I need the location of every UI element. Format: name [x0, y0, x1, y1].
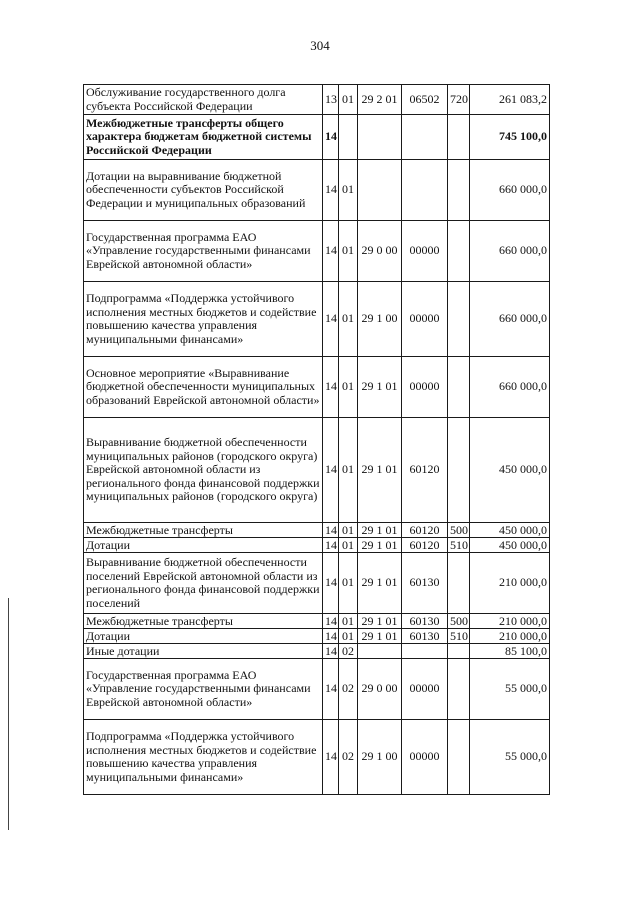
row-direction-code: 00000	[402, 659, 448, 720]
row-target-article: 29 1 00	[358, 282, 402, 357]
row-amount: 261 083,2	[470, 85, 550, 115]
row-subsection: 01	[339, 538, 358, 553]
scan-edge-mark	[8, 598, 9, 830]
row-name: Дотации	[84, 538, 323, 553]
row-target-article: 29 1 01	[358, 553, 402, 614]
row-amount: 745 100,0	[470, 115, 550, 160]
row-section: 14	[323, 538, 339, 553]
row-expense-type: 510	[448, 629, 470, 644]
table-row	[84, 523, 550, 538]
row-name: Дотации	[84, 629, 323, 644]
row-expense-type	[448, 115, 470, 160]
row-direction-code: 00000	[402, 221, 448, 282]
row-amount: 210 000,0	[470, 629, 550, 644]
row-direction-code: 06502	[402, 85, 448, 115]
row-name: Иные дотации	[84, 644, 323, 659]
row-subsection: 01	[339, 282, 358, 357]
table-row	[84, 538, 550, 553]
row-direction-code: 60120	[402, 418, 448, 523]
table-row	[84, 720, 550, 795]
budget-table	[83, 84, 550, 795]
row-amount: 55 000,0	[470, 720, 550, 795]
row-subsection: 02	[339, 644, 358, 659]
row-direction-code	[402, 115, 448, 160]
row-section: 14	[323, 614, 339, 629]
row-name: Подпрограмма «Поддержка устойчивого исполнения местных бюджетов и содействие повышению качества управления муниципальными финансами»	[84, 282, 323, 357]
row-subsection: 01	[339, 553, 358, 614]
row-name: Дотации на выравнивание бюджетной обеспеченности субъектов Российской Федерации и муниципальных образований	[84, 160, 323, 221]
row-amount: 450 000,0	[470, 538, 550, 553]
row-expense-type	[448, 221, 470, 282]
row-amount: 55 000,0	[470, 659, 550, 720]
row-expense-type: 500	[448, 614, 470, 629]
row-section: 14	[323, 418, 339, 523]
row-subsection: 01	[339, 160, 358, 221]
row-expense-type: 510	[448, 538, 470, 553]
row-amount: 660 000,0	[470, 282, 550, 357]
row-name: Основное мероприятие «Выравнивание бюджетной обеспеченности муниципальных образований Еврейской автономной области»	[84, 357, 323, 418]
row-direction-code: 60130	[402, 629, 448, 644]
row-subsection: 02	[339, 659, 358, 720]
row-section: 14	[323, 115, 339, 160]
row-expense-type	[448, 720, 470, 795]
row-direction-code	[402, 160, 448, 221]
row-amount: 660 000,0	[470, 221, 550, 282]
row-section: 14	[323, 221, 339, 282]
row-expense-type	[448, 357, 470, 418]
row-name: Выравнивание бюджетной обеспеченности муниципальных районов (городского округа) Еврейской автономной области из регионального фонда финансовой поддержки муниципальных районов (городского округа)	[84, 418, 323, 523]
row-direction-code: 00000	[402, 357, 448, 418]
row-direction-code: 60130	[402, 553, 448, 614]
row-name: Выравнивание бюджетной обеспеченности поселений Еврейской автономной области из регионального фонда финансовой поддержки поселений	[84, 553, 323, 614]
row-amount: 210 000,0	[470, 614, 550, 629]
row-name: Государственная программа ЕАО «Управление государственными финансами Еврейской автономной области»	[84, 221, 323, 282]
row-direction-code	[402, 644, 448, 659]
row-target-article: 29 1 00	[358, 720, 402, 795]
table-row	[84, 614, 550, 629]
table-row	[84, 629, 550, 644]
row-expense-type	[448, 553, 470, 614]
row-expense-type: 720	[448, 85, 470, 115]
row-target-article	[358, 644, 402, 659]
row-section: 14	[323, 357, 339, 418]
row-amount: 210 000,0	[470, 553, 550, 614]
row-section: 14	[323, 282, 339, 357]
row-direction-code: 60130	[402, 614, 448, 629]
row-subsection: 01	[339, 357, 358, 418]
table-row	[84, 282, 550, 357]
table-row	[84, 418, 550, 523]
row-name: Обслуживание государственного долга субъекта Российской Федерации	[84, 85, 323, 115]
row-section: 14	[323, 659, 339, 720]
row-target-article: 29 1 01	[358, 538, 402, 553]
row-expense-type	[448, 644, 470, 659]
row-section: 14	[323, 523, 339, 538]
table-row	[84, 115, 550, 160]
row-section: 14	[323, 160, 339, 221]
row-target-article: 29 0 00	[358, 221, 402, 282]
row-target-article: 29 1 01	[358, 418, 402, 523]
row-subsection: 01	[339, 614, 358, 629]
row-subsection: 01	[339, 523, 358, 538]
row-amount: 450 000,0	[470, 523, 550, 538]
row-subsection: 02	[339, 720, 358, 795]
row-amount: 660 000,0	[470, 357, 550, 418]
row-amount: 450 000,0	[470, 418, 550, 523]
row-section: 13	[323, 85, 339, 115]
row-section: 14	[323, 644, 339, 659]
row-subsection: 01	[339, 629, 358, 644]
row-target-article: 29 1 01	[358, 614, 402, 629]
row-direction-code: 60120	[402, 538, 448, 553]
row-section: 14	[323, 720, 339, 795]
table-row	[84, 644, 550, 659]
row-name: Межбюджетные трансферты общего характера бюджетам бюджетной системы Российской Федерации	[84, 115, 323, 160]
table-row	[84, 85, 550, 115]
row-subsection: 01	[339, 221, 358, 282]
row-name: Межбюджетные трансферты	[84, 523, 323, 538]
row-target-article	[358, 115, 402, 160]
row-expense-type	[448, 282, 470, 357]
row-subsection: 01	[339, 85, 358, 115]
row-section: 14	[323, 553, 339, 614]
table-row	[84, 160, 550, 221]
row-expense-type: 500	[448, 523, 470, 538]
row-target-article: 29 2 01	[358, 85, 402, 115]
table-row	[84, 553, 550, 614]
row-name: Государственная программа ЕАО «Управление государственными финансами Еврейской автономной области»	[84, 659, 323, 720]
row-target-article: 29 0 00	[358, 659, 402, 720]
row-direction-code: 00000	[402, 720, 448, 795]
row-subsection: 01	[339, 418, 358, 523]
row-section: 14	[323, 629, 339, 644]
table-row	[84, 659, 550, 720]
page-number: 304	[310, 38, 330, 53]
row-name: Межбюджетные трансферты	[84, 614, 323, 629]
row-subsection	[339, 115, 358, 160]
row-name: Подпрограмма «Поддержка устойчивого исполнения местных бюджетов и содействие повышению качества управления муниципальными финансами»	[84, 720, 323, 795]
row-expense-type	[448, 160, 470, 221]
row-direction-code: 60120	[402, 523, 448, 538]
row-target-article: 29 1 01	[358, 629, 402, 644]
row-expense-type	[448, 418, 470, 523]
row-target-article: 29 1 01	[358, 523, 402, 538]
row-expense-type	[448, 659, 470, 720]
table-row	[84, 357, 550, 418]
table-row	[84, 221, 550, 282]
row-amount: 660 000,0	[470, 160, 550, 221]
row-target-article: 29 1 01	[358, 357, 402, 418]
row-target-article	[358, 160, 402, 221]
row-amount: 85 100,0	[470, 644, 550, 659]
row-direction-code: 00000	[402, 282, 448, 357]
